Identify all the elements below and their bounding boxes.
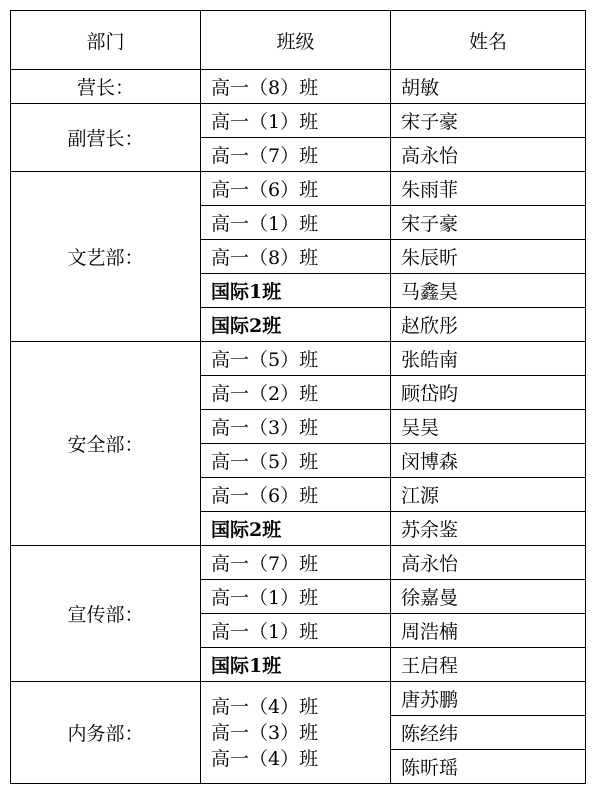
class-cell: 高一（1）班 (201, 206, 391, 240)
class-cell: 高一（7）班 (201, 546, 391, 580)
name-cell: 陈经纬 (391, 716, 586, 750)
table-row (11, 172, 586, 206)
name-cell: 宋子豪 (391, 206, 586, 240)
class-cell: 高一（8）班 (201, 240, 391, 274)
dept-cell: 文艺部： (11, 172, 201, 342)
name-cell: 苏余鉴 (391, 512, 586, 546)
name-cell: 张皓南 (391, 342, 586, 376)
table-row (11, 70, 586, 104)
name-cell: 闵博森 (391, 444, 586, 478)
class-cell: 国际2班 (201, 512, 391, 546)
class-cell: 高一（1）班 (201, 580, 391, 614)
class-cell: 高一（5）班 (201, 444, 391, 478)
header-name: 姓名 (391, 11, 586, 70)
class-cell: 高一（3）班 (201, 410, 391, 444)
table-row (11, 342, 586, 376)
name-cell: 江源 (391, 478, 586, 512)
class-cell: 高一（8）班 (201, 70, 391, 104)
class-line: 高一（3）班 (211, 721, 319, 744)
class-line: 高一（4）班 (211, 695, 319, 718)
class-cell: 高一（1）班 (201, 614, 391, 648)
dept-cell: 内务部： (11, 682, 201, 784)
name-cell: 唐苏鹏 (391, 682, 586, 716)
name-cell: 赵欣彤 (391, 308, 586, 342)
header-dept: 部门 (11, 11, 201, 70)
name-cell: 胡敏 (391, 70, 586, 104)
table-row (11, 546, 586, 580)
class-cell: 高一（2）班 (201, 376, 391, 410)
class-cell (201, 682, 391, 784)
class-cell: 高一（7）班 (201, 138, 391, 172)
class-cell: 高一（5）班 (201, 342, 391, 376)
header-class: 班级 (201, 11, 391, 70)
class-cell: 国际1班 (201, 274, 391, 308)
dept-cell: 副营长： (11, 104, 201, 172)
name-cell: 周浩楠 (391, 614, 586, 648)
class-cell: 高一（6）班 (201, 478, 391, 512)
table-row (11, 104, 586, 138)
name-cell: 顾岱昀 (391, 376, 586, 410)
name-cell: 王启程 (391, 648, 586, 682)
class-line: 高一（4）班 (211, 747, 319, 770)
name-cell: 陈昕瑶 (391, 750, 586, 784)
header-row (11, 11, 586, 70)
class-cell: 国际2班 (201, 308, 391, 342)
name-cell: 宋子豪 (391, 104, 586, 138)
dept-cell: 营长： (11, 70, 201, 104)
name-cell: 高永怡 (391, 138, 586, 172)
dept-cell: 宣传部： (11, 546, 201, 682)
class-cell: 国际1班 (201, 648, 391, 682)
name-cell: 徐嘉曼 (391, 580, 586, 614)
class-cell: 高一（1）班 (201, 104, 391, 138)
roster-table (10, 10, 586, 784)
name-cell: 朱雨菲 (391, 172, 586, 206)
name-cell: 马鑫昊 (391, 274, 586, 308)
name-cell: 朱辰昕 (391, 240, 586, 274)
name-cell: 吴昊 (391, 410, 586, 444)
table-row (11, 682, 586, 716)
dept-cell: 安全部： (11, 342, 201, 546)
class-cell: 高一（6）班 (201, 172, 391, 206)
name-cell: 高永怡 (391, 546, 586, 580)
